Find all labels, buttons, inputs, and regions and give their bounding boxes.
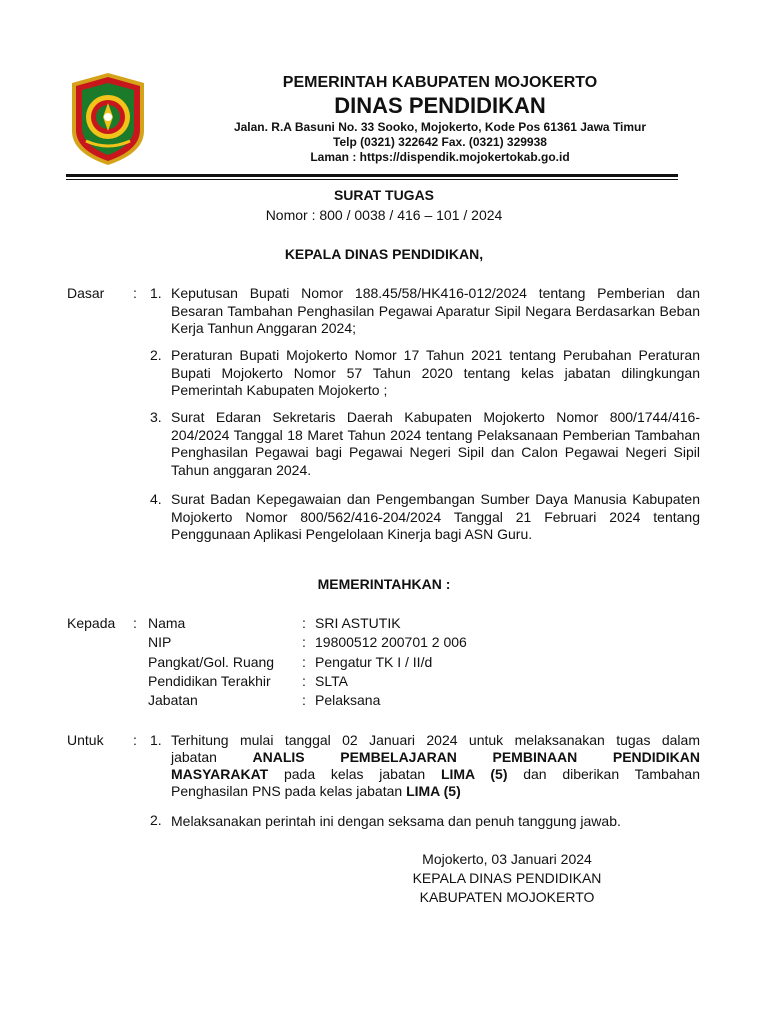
regency-emblem-logo (68, 71, 148, 167)
signature-region: KABUPATEN MOJOKERTO (419, 889, 595, 905)
untuk-item-number: 1. (150, 732, 162, 748)
document-title: SURAT TUGAS (333, 187, 435, 203)
dasar-item-text: Peraturan Bupati Mojokerto Nomor 17 Tahun 2021 tentang Perubahan Peraturan Bupati Mojokerto Nomor 57 Tahun 2020 tentang kelas jabatan dilingkungan Pemerintah Kabupaten Mojokerto ; (171, 347, 700, 398)
class-value-bold: LIMA (5) (440, 766, 508, 782)
signature-place-date: Mojokerto, 03 Januari 2024 (422, 851, 592, 867)
jabatan-title-bold: ANALIS PEMBELAJARAN PEMBINAAN PENDIDIKAN (252, 749, 700, 765)
field-nip-value: 19800512 200701 2 006 (315, 634, 467, 650)
dasar-item-text: Keputusan Bupati Nomor 188.45/58/HK416-012/2024 tentang Pemberian dan Besaran Tambahan Penghasilan Pegawai Aparatur Sipil Negara Berdasarkan Beban Kerja Tanhun Anggaran 2024; (171, 285, 700, 336)
field-separator: : (302, 615, 306, 631)
untuk-item1-line3 (171, 766, 700, 784)
untuk-colon: : (133, 732, 137, 748)
field-name-value: SRI ASTUTIK (315, 615, 401, 631)
letterhead-address: Jalan. R.A Basuni No. 33 Sooko, Mojokerto, Kode Pos 61361 Jawa Timur (233, 120, 647, 134)
field-separator: : (302, 634, 306, 650)
field-separator: : (302, 673, 306, 689)
signature-position: KEPALA DINAS PENDIDIKAN (412, 870, 602, 886)
letterhead-divider-thin (66, 179, 678, 180)
document-number: Nomor : 800 / 0038 / 416 – 101 / 2024 (265, 207, 503, 223)
jabatan-word: jabatan (171, 749, 217, 765)
field-nip-label: NIP (148, 634, 172, 650)
untuk-item-number: 2. (150, 812, 162, 828)
allowance-text: dan diberikan Tambahan (507, 766, 700, 782)
letterhead-phone: Telp (0321) 322642 Fax. (0321) 329938 (333, 135, 547, 149)
field-position-label: Jabatan (148, 692, 198, 708)
letterhead-agency: DINAS PENDIDIKAN (334, 93, 546, 118)
kepada-label: Kepada (67, 615, 116, 631)
dasar-label: Dasar (67, 285, 105, 301)
field-position-value: Pelaksana (315, 692, 381, 708)
field-separator: : (302, 654, 306, 670)
untuk-item1-line1: Terhitung mulai tanggal 02 Januari 2024 untuk melaksanakan tugas dalam (171, 732, 700, 748)
pns-class-text: Penghasilan PNS pada kelas jabatan (171, 783, 407, 799)
dasar-item-number: 3. (150, 409, 162, 425)
class-text: pada kelas jabatan (268, 766, 441, 782)
issuer-heading: KEPALA DINAS PENDIDIKAN, (284, 246, 484, 262)
letterhead-government: PEMERINTAH KABUPATEN MOJOKERTO (282, 74, 598, 91)
masyarakat-bold: MASYARAKAT (171, 766, 269, 782)
dasar-item-number: 1. (150, 285, 162, 301)
kepada-colon: : (133, 615, 137, 631)
command-heading: MEMERINTAHKAN : (317, 576, 451, 592)
untuk-item1-line2 (171, 749, 700, 767)
dasar-item-text: Surat Badan Kepegawaian dan Pengembangan Sumber Daya Manusia Kabupaten Mojokerto Nomor 800/562/416-204/2024 Tanggal 21 Februari 2024 tentang Penggunaan Aplikasi Pengelolaan Kinerja bagi ASN Guru. (171, 491, 700, 542)
dasar-item-text: Surat Edaran Sekretaris Daerah Kabupaten Mojokerto Nomor 800/1744/416-204/2024 Tanggal 18 Maret Tahun 2024 tentang Pelaksanaan Pemberian Tambahan Penghasilan Pegawai bagi Pegawai Negeri Sipil dan Calon Pegawai Negeri Sipil Tahun anggaran 2024. (171, 409, 700, 478)
untuk-item2-text: Melaksanakan perintah ini dengan seksama dan penuh tanggung jawab. (171, 813, 621, 829)
untuk-item1-line4 (171, 783, 700, 801)
field-name-label: Nama (148, 615, 186, 631)
dasar-colon: : (133, 285, 137, 301)
field-education-label: Pendidikan Terakhir (148, 673, 271, 689)
untuk-label: Untuk (67, 732, 104, 748)
letterhead-divider-thick (66, 174, 678, 177)
letterhead-website: Laman : https://dispendik.mojokertokab.go.id (310, 150, 570, 164)
pns-class-value-bold: LIMA (5) (406, 783, 461, 799)
field-separator: : (302, 692, 306, 708)
field-education-value: SLTA (315, 673, 348, 689)
field-rank-value: Pengatur TK I / II/d (315, 654, 433, 670)
field-rank-label: Pangkat/Gol. Ruang (148, 654, 275, 670)
dasar-item-number: 4. (150, 491, 162, 507)
dasar-item-number: 2. (150, 347, 162, 363)
